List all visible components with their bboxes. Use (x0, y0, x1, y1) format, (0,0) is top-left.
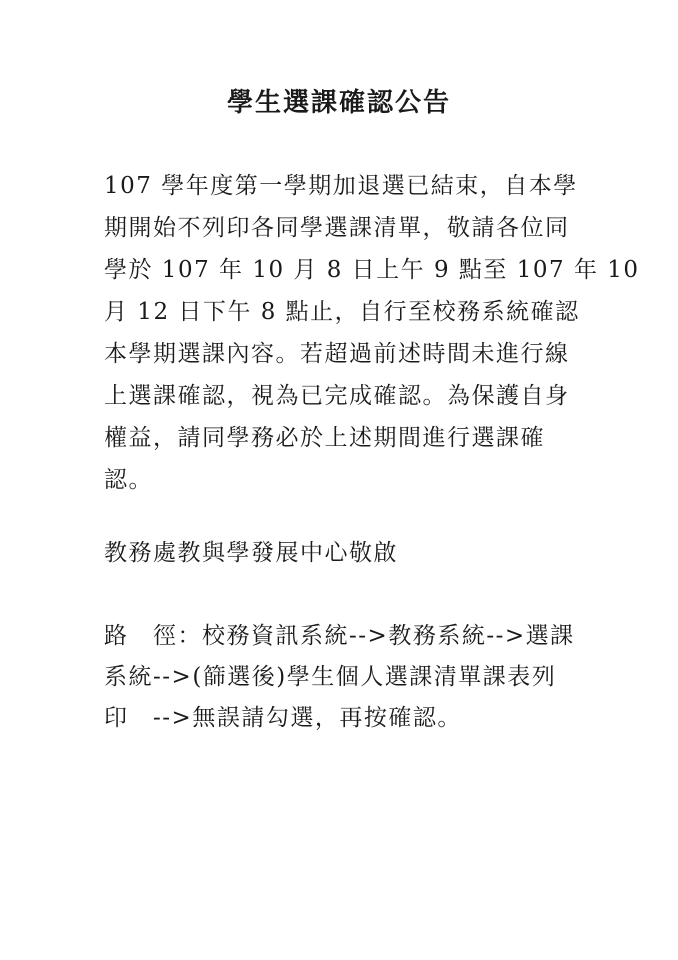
body-line-6: 上選課確認，視為已完成確認。為保護自身 (104, 383, 570, 409)
path-line-3: 印 -->無誤請勾選，再按確認。 (104, 705, 462, 731)
body-line-4: 月 12 日下午 8 點止，自行至校務系統確認 (104, 299, 580, 325)
body-line-3: 學於 107 年 10 月 8 日上午 9 點至 107 年 10 (104, 257, 640, 283)
body-line-7: 權益，請同學務必於上述期間進行選課確 (104, 425, 545, 451)
signature: 教務處教與學發展中心敬啟 (104, 540, 398, 566)
notice-title: 學生選課確認公告 (226, 88, 451, 118)
body-line-2: 期開始不列印各同學選課清單，敬請各位同 (104, 215, 570, 241)
body-line-8: 認。 (104, 467, 153, 493)
path-line-2: 系統-->(篩選後)學生個人選課清單課表列 (104, 664, 557, 690)
body-line-1: 107 學年度第一學期加退選已結束，自本學 (104, 173, 578, 199)
path-line-1: 路 徑：校務資訊系統-->教務系統-->選課 (104, 623, 575, 649)
body-line-5: 本學期選課內容。若超過前述時間未進行線 (104, 341, 570, 367)
